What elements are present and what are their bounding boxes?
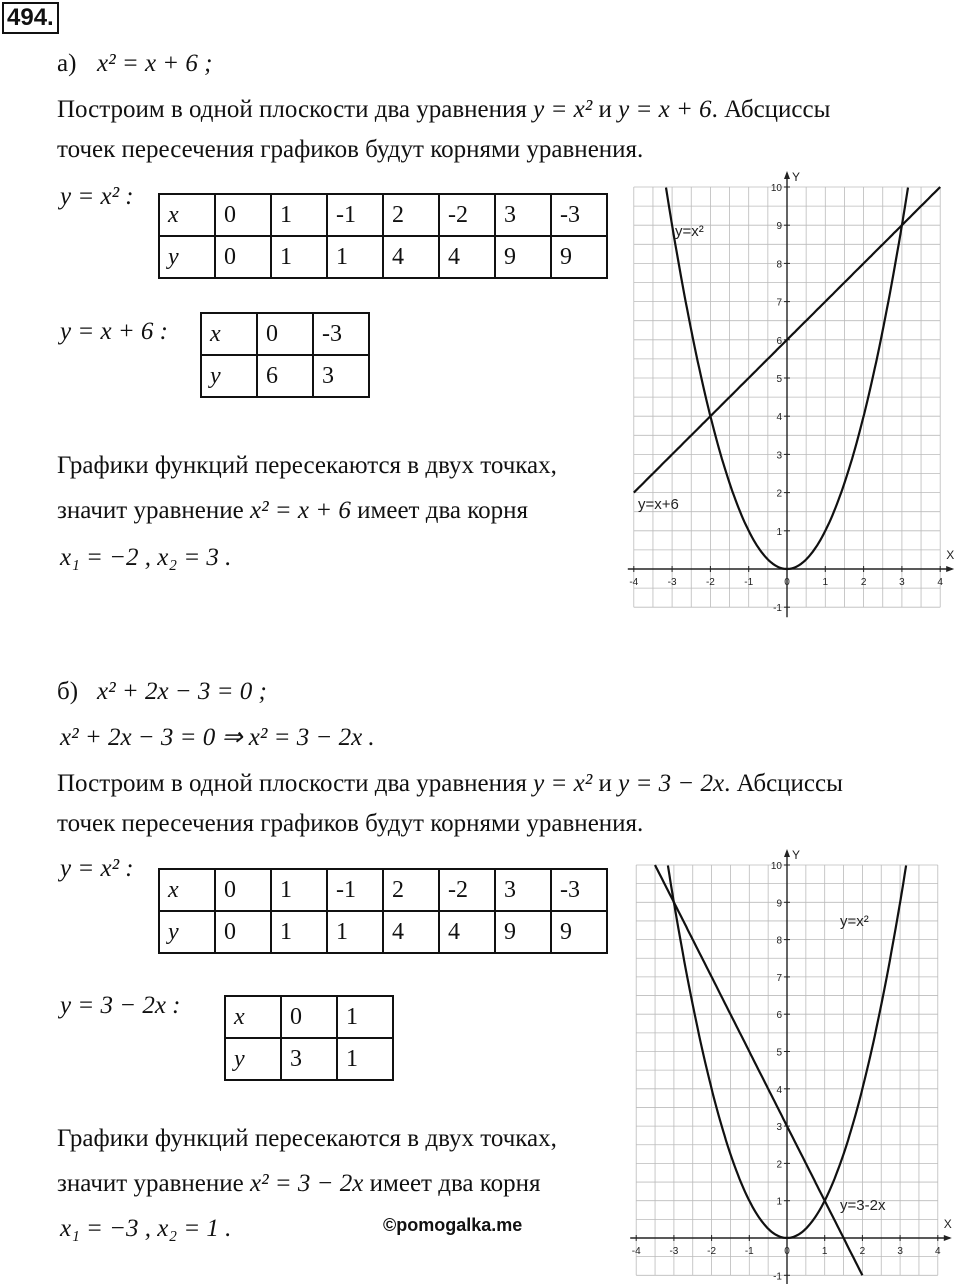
table-cell: 4: [383, 911, 439, 953]
part-a-roots: x₁ = −2 , x₂ = 3 .: [60, 544, 232, 571]
table-cell: -3: [551, 869, 607, 911]
part-b-intro-line1: [57, 770, 843, 798]
concl-start: значит уравнение: [57, 497, 244, 524]
part-b-intro-line2: точек пересечения графиков будут корнями уравнения.: [57, 810, 644, 837]
y-axis-label: Y: [792, 848, 801, 862]
x-axis-label: X: [946, 548, 955, 562]
concl-start: значит уравнение: [57, 1170, 244, 1197]
part-a-equation: x² = x + 6 ;: [97, 50, 213, 77]
table-cell: 3: [495, 194, 551, 236]
problem-number: 494.: [2, 2, 59, 34]
x-tick-label: -2: [707, 1246, 717, 1257]
y-axis-arrow: [784, 849, 790, 857]
table-cell: 4: [439, 911, 495, 953]
table-cell: -2: [439, 194, 495, 236]
y-tick-label: 3: [776, 1122, 782, 1134]
part-b-table2: [224, 995, 394, 1081]
table-cell: 1: [271, 194, 327, 236]
x-tick-label: -3: [667, 577, 677, 588]
part-a-intro-line1: [57, 96, 830, 124]
table-header-x: x: [201, 313, 257, 355]
part-b-equation: x² + 2x − 3 = 0 ;: [97, 678, 267, 705]
table-row-x: [225, 996, 393, 1038]
table-header-y: y: [225, 1038, 281, 1080]
x-tick-label: 0: [784, 577, 790, 588]
table-cell: 0: [215, 236, 271, 278]
watermark: ©pomogalka.me: [383, 1215, 523, 1235]
x-axis-arrow: [946, 566, 954, 572]
table-cell: 0: [257, 313, 313, 355]
y-tick-label: 8: [776, 935, 782, 947]
table-header-x: x: [159, 869, 215, 911]
part-b-roots: x₁ = −3 , x₂ = 1 .: [60, 1215, 232, 1242]
table-cell: 0: [215, 869, 271, 911]
x-tick-label: -4: [631, 1246, 641, 1257]
table-cell: 0: [215, 911, 271, 953]
series-label: y=x+6: [638, 496, 679, 513]
table-cell: 1: [271, 911, 327, 953]
function-1: y = x²: [533, 770, 593, 797]
x-tick-label: 2: [859, 1246, 866, 1257]
table-cell: 4: [439, 236, 495, 278]
part-b-conclusion-line1: Графики функций пересекаются в двух точках,: [57, 1125, 557, 1152]
part-b-table1: [158, 868, 608, 954]
table-header-y: y: [159, 911, 215, 953]
table-header-y: y: [159, 236, 215, 278]
part-b-table1-label: y = x² :: [60, 855, 134, 882]
y-tick-label: 3: [776, 450, 782, 462]
x-tick-label: 4: [935, 1246, 941, 1257]
part-b-transform: x² + 2x − 3 = 0 ⇒ x² = 3 − 2x .: [60, 724, 375, 751]
series-label: y=3-2x: [840, 1197, 886, 1214]
table-header-x: x: [159, 194, 215, 236]
table-header-x: x: [225, 996, 281, 1038]
x-tick-label: 3: [897, 1246, 903, 1257]
y-tick-label: 7: [776, 297, 782, 309]
y-axis-arrow: [784, 171, 790, 179]
table-row-y: [159, 911, 607, 953]
table-cell: 9: [551, 911, 607, 953]
part-a-intro-line2: точек пересечения графиков будут корнями уравнения.: [57, 136, 644, 163]
x-tick-label: -1: [744, 1246, 754, 1257]
part-a-table1: [158, 193, 608, 279]
table-cell: -1: [327, 869, 383, 911]
y-tick-label: 7: [776, 972, 782, 984]
table-cell: 2: [383, 869, 439, 911]
table-cell: 1: [327, 236, 383, 278]
y-tick-label: 10: [770, 861, 782, 872]
y-axis-label: Y: [792, 170, 801, 184]
table-cell: 3: [281, 1038, 337, 1080]
function-2: y = 3 − 2x: [618, 770, 725, 797]
and-word: и: [598, 96, 612, 123]
y-tick-label: 4: [776, 1084, 782, 1096]
table-cell: 9: [495, 911, 551, 953]
table-cell: 1: [337, 996, 393, 1038]
y-tick-label: -1: [773, 603, 782, 615]
table-header-y: y: [201, 355, 257, 397]
intro-text: Построим в одной плоскости два уравнения: [57, 770, 527, 797]
y-tick-label: -1: [773, 1271, 782, 1283]
series-label: y=x²: [675, 223, 704, 240]
table-row-x: [159, 869, 607, 911]
y-tick-label: 9: [776, 221, 782, 233]
y-tick-label: 2: [776, 1159, 782, 1171]
y-tick-label: 9: [776, 898, 782, 910]
y-tick-label: 5: [776, 1047, 782, 1059]
x-tick-label: -4: [629, 577, 639, 588]
x-tick-label: 3: [899, 577, 905, 588]
function-1: y = x²: [533, 96, 593, 123]
table-row-x: [201, 313, 369, 355]
concl-end: имеет два корня: [357, 497, 529, 524]
table-row-y: [159, 236, 607, 278]
table-cell: 1: [271, 236, 327, 278]
table-cell: -1: [327, 194, 383, 236]
x-tick-label: 2: [860, 577, 867, 588]
part-a-conclusion-line2: [57, 497, 528, 525]
y-tick-label: 1: [776, 1196, 782, 1208]
intro-end: . Абсциссы: [724, 770, 843, 797]
table-cell: 3: [495, 869, 551, 911]
table-cell: 1: [327, 911, 383, 953]
x-tick-label: -1: [744, 577, 754, 588]
concl-equation: x² = 3 − 2x: [249, 1170, 364, 1197]
intro-text: Построим в одной плоскости два уравнения: [57, 96, 527, 123]
concl-equation: x² = x + 6: [249, 497, 351, 524]
part-a-label: а): [57, 50, 77, 77]
table-cell: 1: [337, 1038, 393, 1080]
concl-end: имеет два корня: [369, 1170, 541, 1197]
table-cell: 0: [215, 194, 271, 236]
table-cell: 9: [551, 236, 607, 278]
y-tick-label: 6: [776, 1010, 782, 1022]
part-b-label: б): [57, 678, 79, 705]
y-tick-label: 4: [776, 412, 782, 424]
intro-end: . Абсциссы: [711, 96, 831, 123]
table-cell: 9: [495, 236, 551, 278]
table-cell: -2: [439, 869, 495, 911]
part-a-conclusion-line1: Графики функций пересекаются в двух точках,: [57, 452, 557, 479]
x-tick-label: 1: [821, 1246, 828, 1257]
table-row-x: [159, 194, 607, 236]
table-cell: -3: [313, 313, 369, 355]
table-cell: 0: [281, 996, 337, 1038]
x-tick-label: 0: [784, 1246, 790, 1257]
part-a-table2-label: y = x + 6 :: [60, 318, 169, 345]
graph-part-b: [608, 838, 960, 1284]
table-row-y: [225, 1038, 393, 1080]
table-row-y: [201, 355, 369, 397]
y-tick-label: 1: [776, 526, 782, 538]
y-tick-label: 10: [770, 183, 782, 194]
part-b-conclusion-line2: [57, 1170, 541, 1198]
series-label: y=x²: [840, 913, 869, 930]
table-cell: 6: [257, 355, 313, 397]
table-cell: 2: [383, 194, 439, 236]
table-cell: 1: [271, 869, 327, 911]
table-cell: 3: [313, 355, 369, 397]
part-a-table2: [200, 312, 370, 398]
y-tick-label: 5: [776, 374, 782, 385]
x-tick-label: -2: [705, 577, 715, 588]
y-tick-label: 8: [776, 259, 782, 271]
table-cell: 4: [383, 236, 439, 278]
function-2: y = x + 6: [618, 96, 712, 123]
part-a-table1-label: y = x² :: [60, 183, 134, 210]
y-tick-label: 6: [776, 335, 782, 347]
y-tick-label: 2: [776, 488, 782, 500]
and-word: и: [598, 770, 612, 797]
graph-part-a: [608, 162, 960, 620]
table-cell: -3: [551, 194, 607, 236]
x-tick-label: 4: [937, 577, 943, 588]
x-axis-label: X: [943, 1217, 952, 1231]
x-axis-arrow: [944, 1235, 952, 1241]
part-b-table2-label: y = 3 − 2x :: [60, 992, 181, 1019]
x-tick-label: -3: [669, 1246, 679, 1257]
x-tick-label: 1: [822, 577, 829, 588]
